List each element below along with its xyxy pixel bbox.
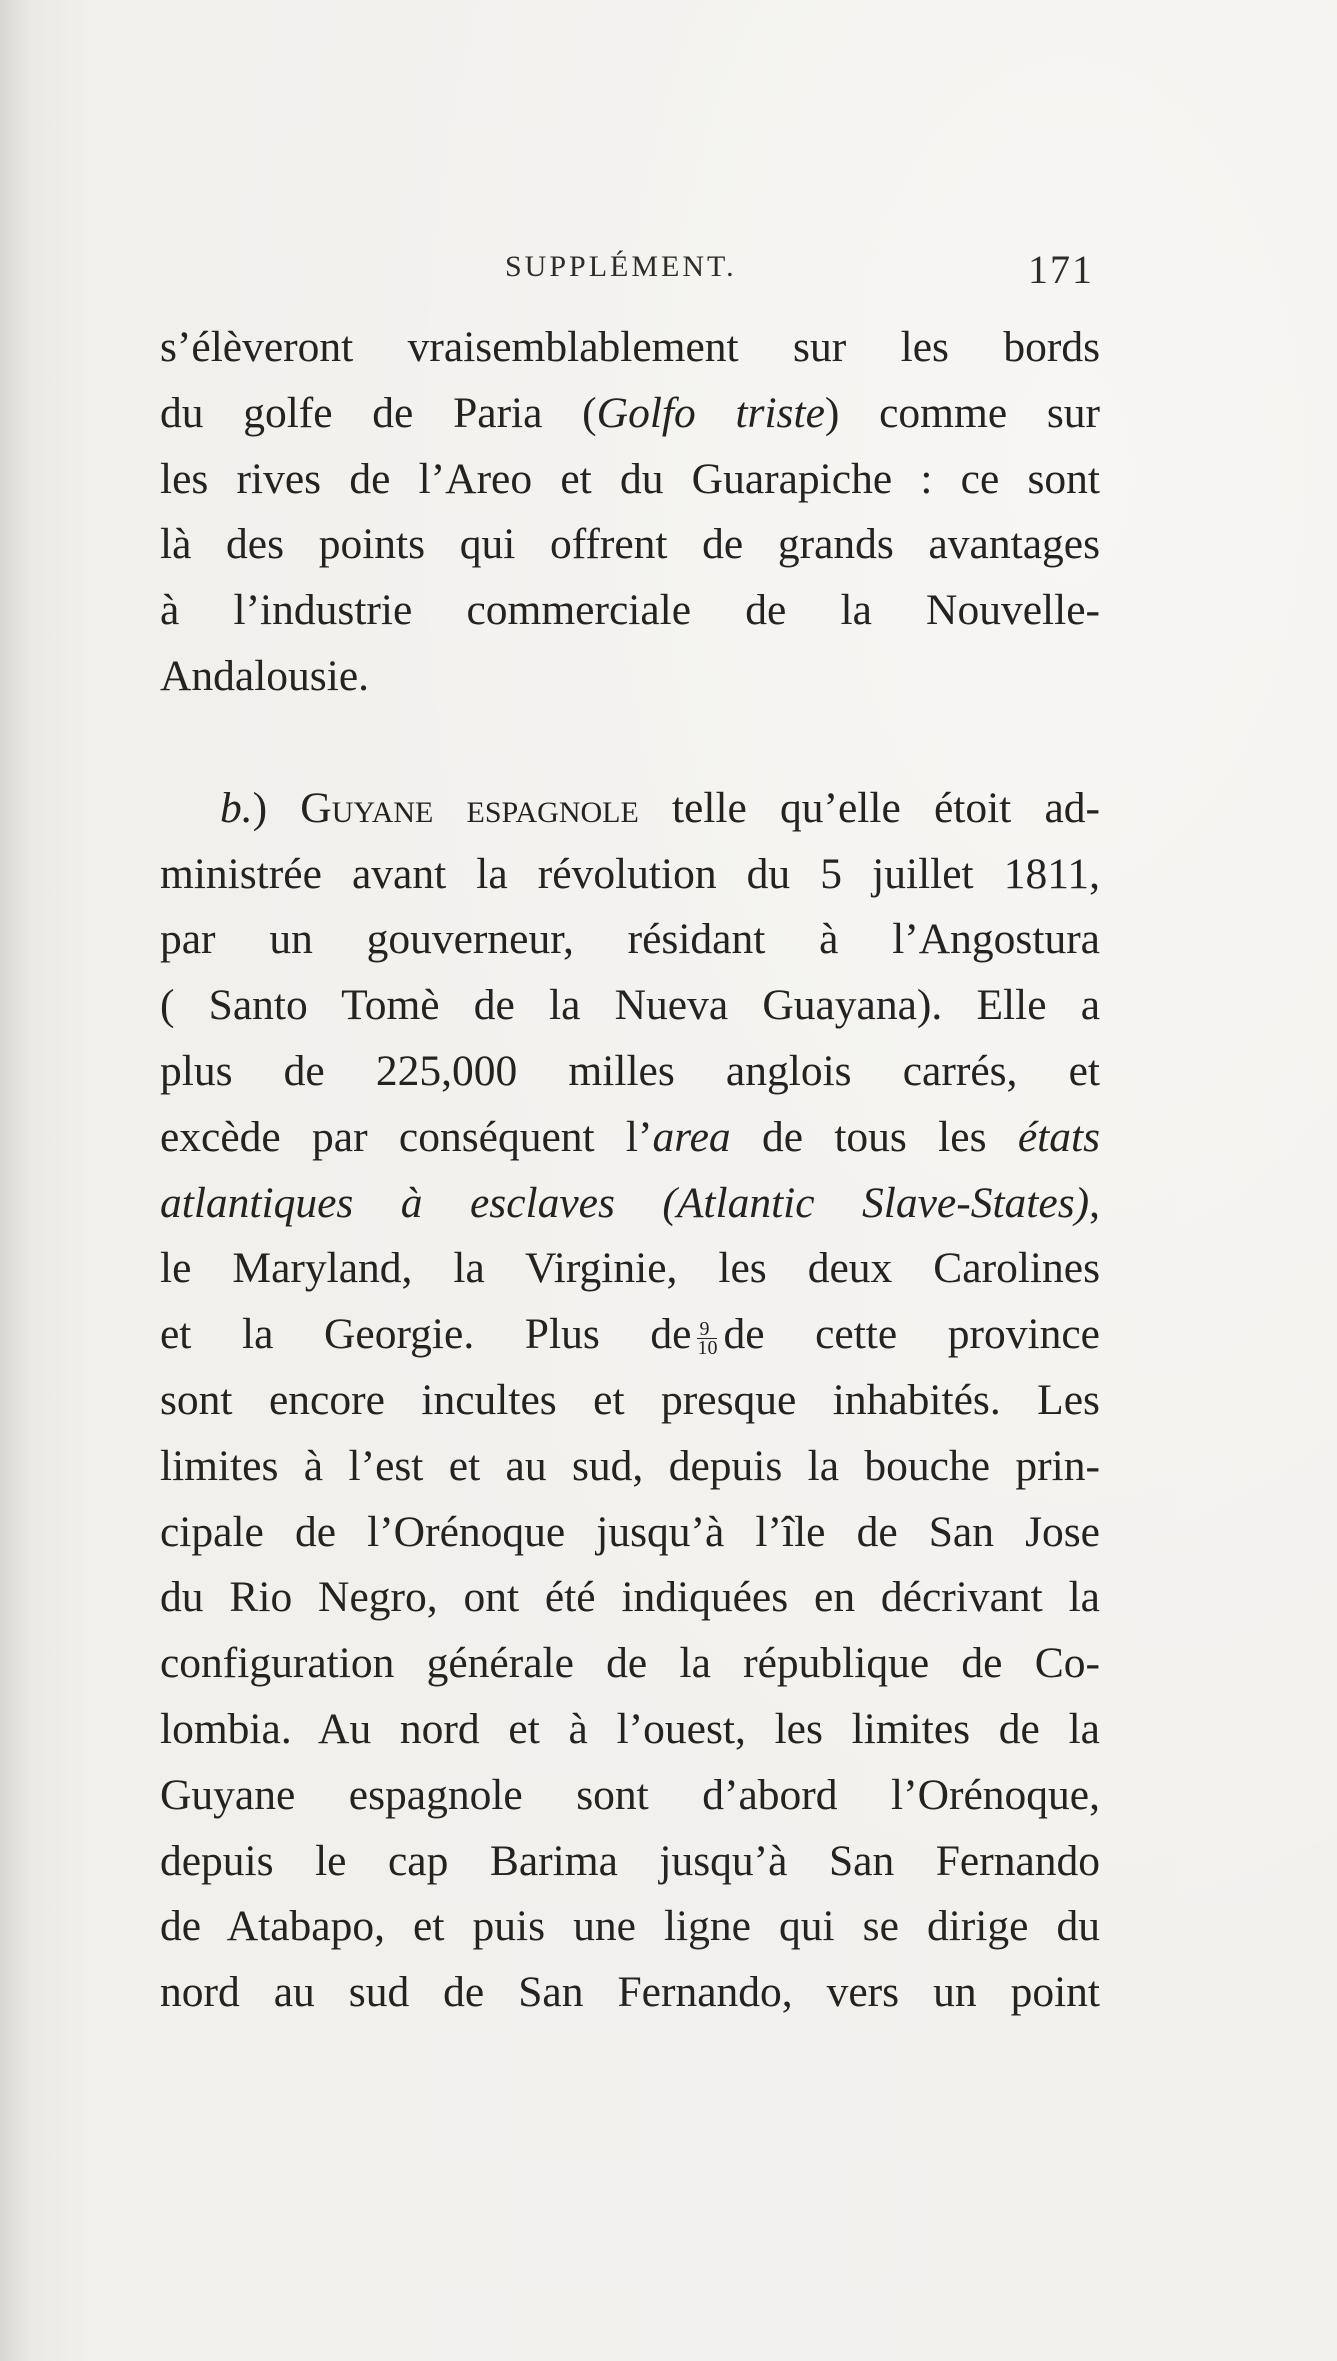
- section-letter: b.: [220, 783, 253, 832]
- text-line: ( Santo Tomè de la Nueva Guayana). Elle a: [160, 981, 1100, 1030]
- text-line: s’élèveront vraisemblablement sur les bords: [160, 323, 1100, 371]
- text-line: de Atabapo, et puis une ligne qui se dirige du: [160, 1902, 1100, 1951]
- text-line: Andalousie.: [160, 651, 370, 700]
- body-text: [160, 315, 1100, 2026]
- fraction-numerator: 9: [697, 1320, 717, 1339]
- text-line: limites à l’est et au sud, depuis la bouche prin-: [160, 1441, 1100, 1490]
- text-line: plus de 225,000 milles anglois carrés, et: [160, 1046, 1100, 1095]
- page-header: [160, 247, 1100, 292]
- italic-term: états: [1017, 1112, 1101, 1161]
- text-line: [160, 1171, 1100, 1237]
- text-line: [160, 1105, 1100, 1171]
- running-head: SUPPLÉMENT.: [505, 250, 737, 283]
- text-line: par un gouverneur, résidant à l’Angostura: [160, 915, 1100, 964]
- text-line: sont encore incultes et presque inhabités. Les: [160, 1375, 1100, 1424]
- text-line: à l’industrie commerciale de la Nouvelle-: [160, 586, 1100, 635]
- text-fragment: du golfe de Paria (: [160, 388, 597, 437]
- text-fragment: excède par conséquent l’: [160, 1112, 653, 1161]
- italic-term: area: [652, 1112, 731, 1161]
- text-line: cipale de l’Orénoque jusqu’à l’île de San Jose: [160, 1507, 1100, 1556]
- italic-term: atlantiques à esclaves (Atlantic Slave-States): [160, 1178, 1090, 1227]
- fraction: [697, 1317, 718, 1359]
- text-line: Guyane espagnole sont d’abord l’Orénoque,: [160, 1770, 1100, 1819]
- text-line: depuis le cap Barima jusqu’à San Fernando: [160, 1836, 1100, 1885]
- text-line: lombia. Au nord et à l’ouest, les limites de la: [160, 1704, 1100, 1753]
- text-fragment: ) comme sur: [824, 388, 1101, 437]
- section-heading: Guyane espagnole: [300, 783, 639, 832]
- text-line: [160, 381, 1100, 447]
- text-line: là des points qui offrent de grands avantages: [160, 520, 1100, 569]
- text-fragment: de tous les: [730, 1112, 1018, 1161]
- text-line: le Maryland, la Virginie, les deux Carolines: [160, 1244, 1100, 1293]
- text-line: [160, 776, 1100, 842]
- italic-term: Golfo triste: [596, 388, 825, 437]
- text-line: configuration générale de la république de Co-: [160, 1639, 1100, 1688]
- text-line: nord au sud de San Fernando, vers un point: [160, 1968, 1100, 2017]
- text-fragment: ): [252, 783, 301, 832]
- text-fragment: et la Georgie. Plus de: [160, 1310, 692, 1359]
- text-line: les rives de l’Areo et du Guarapiche : ce sont: [160, 454, 1100, 503]
- text-line: [160, 1302, 1100, 1368]
- text-line: du Rio Negro, ont été indiquées en décrivant la: [160, 1573, 1100, 1622]
- text-line: ministrée avant la révolution du 5 juillet 1811,: [160, 849, 1100, 898]
- text-fragment: de cette province: [723, 1310, 1100, 1359]
- text-fragment: ,: [1089, 1178, 1100, 1227]
- page-number: 171: [1028, 247, 1094, 292]
- paragraph-gap: [160, 710, 1100, 776]
- text-fragment: telle qu’elle étoit ad-: [638, 783, 1100, 832]
- fraction-denominator: 10: [697, 1336, 718, 1359]
